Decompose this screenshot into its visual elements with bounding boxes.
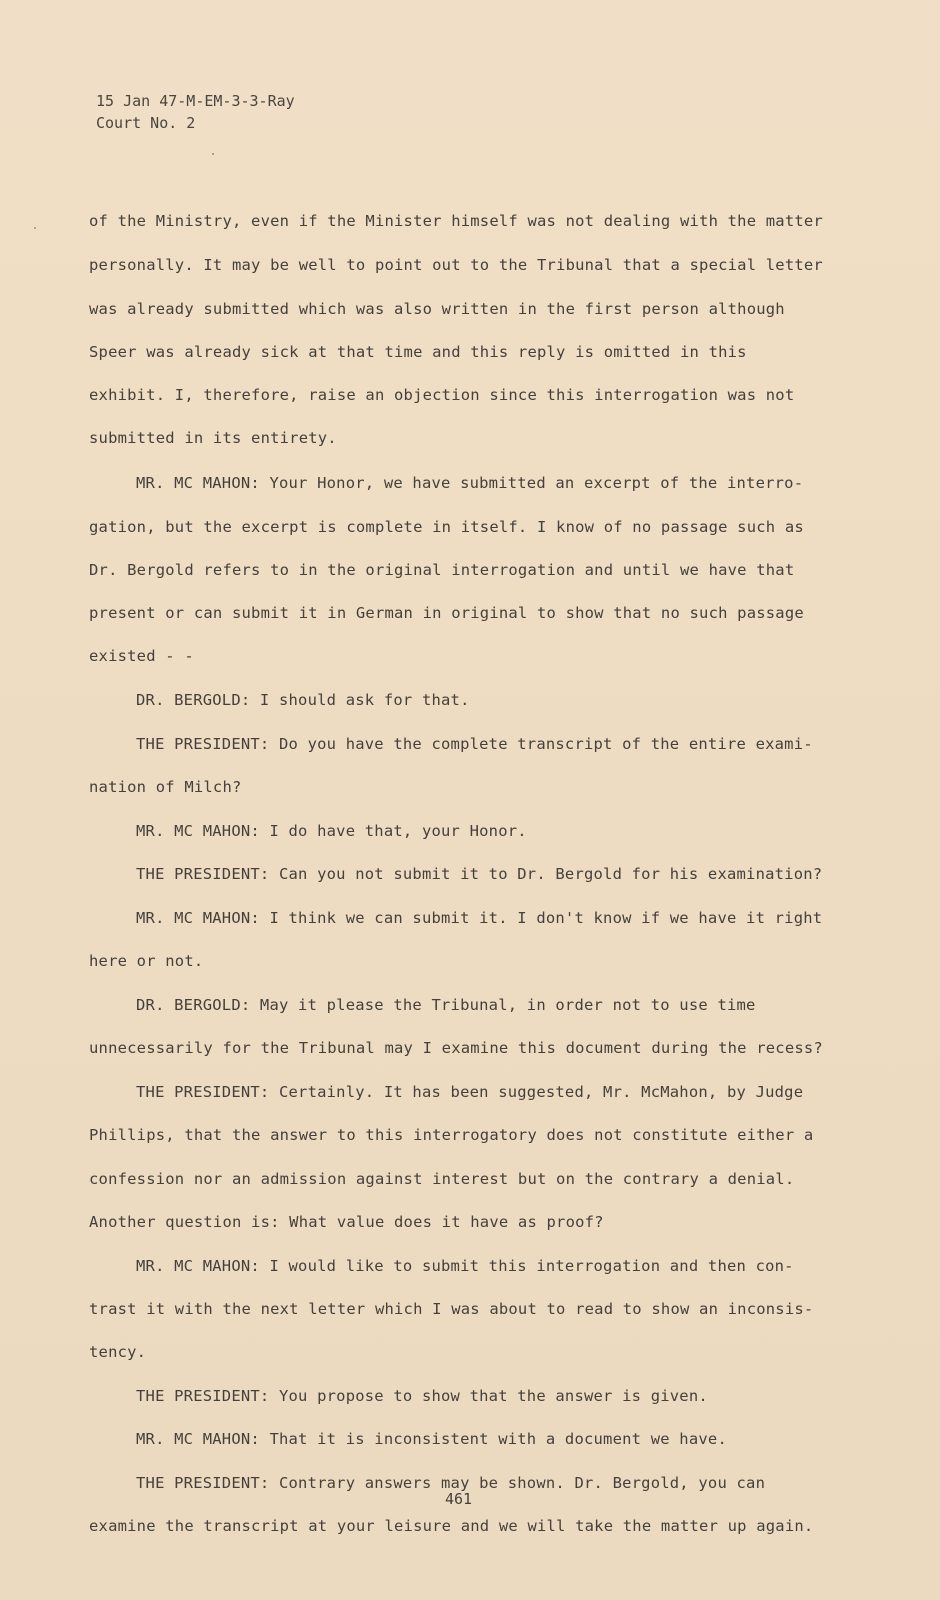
text-line: examine the transcript at your leisure and we will take the matter up again. — [89, 1517, 814, 1535]
text-line: DR. BERGOLD: I should ask for that. — [136, 691, 470, 709]
text-line: exhibit. I, therefore, raise an objection since this interrogation was not — [89, 386, 795, 404]
text-line: Dr. Bergold refers to in the original interrogation and until we have that — [89, 561, 795, 579]
text-line: of the Ministry, even if the Minister himself was not dealing with the matter — [89, 212, 823, 230]
header-reference: 15 Jan 47-M-EM-3-3-Ray — [96, 92, 295, 110]
text-line: present or can submit it in German in original to show that no such passage — [89, 604, 804, 622]
text-line: THE PRESIDENT: Do you have the complete transcript of the entire exami- — [136, 735, 813, 753]
document-header — [96, 90, 295, 134]
text-line: here or not. — [89, 952, 204, 970]
text-line: unnecessarily for the Tribunal may I examine this document during the recess? — [89, 1039, 823, 1057]
text-line: submitted in its entirety. — [89, 429, 337, 447]
page-number: 461 — [445, 1490, 473, 1508]
text-line: MR. MC MAHON: Your Honor, we have submitted an excerpt of the interro- — [136, 474, 804, 492]
text-line: MR. MC MAHON: I think we can submit it. I don't know if we have it right — [136, 909, 823, 927]
text-line: confession nor an admission against interest but on the contrary a denial. — [89, 1170, 795, 1188]
text-line: was already submitted which was also written in the first person although — [89, 300, 785, 318]
text-line: THE PRESIDENT: You propose to show that the answer is given. — [136, 1387, 708, 1405]
paper-speck — [212, 153, 214, 155]
text-line: personally. It may be well to point out to the Tribunal that a special letter — [89, 256, 823, 274]
text-line: existed - - — [89, 647, 194, 665]
text-line: tency. — [89, 1343, 147, 1361]
text-line: Speer was already sick at that time and this reply is omitted in this — [89, 343, 747, 361]
text-line: Phillips, that the answer to this interrogatory does not constitute either a — [89, 1126, 814, 1144]
text-line: MR. MC MAHON: I would like to submit this interrogation and then con- — [136, 1257, 794, 1275]
text-line: THE PRESIDENT: Certainly. It has been suggested, Mr. McMahon, by Judge — [136, 1083, 804, 1101]
paper-speck — [34, 227, 36, 229]
text-line: MR. MC MAHON: That it is inconsistent with a document we have. — [136, 1430, 727, 1448]
text-line: THE PRESIDENT: Contrary answers may be shown. Dr. Bergold, you can — [136, 1474, 766, 1492]
text-line: trast it with the next letter which I was about to read to show an inconsis- — [89, 1300, 814, 1318]
text-line: MR. MC MAHON: I do have that, your Honor. — [136, 822, 527, 840]
header-court: Court No. 2 — [96, 114, 196, 132]
text-line: DR. BERGOLD: May it please the Tribunal, in order not to use time — [136, 996, 756, 1014]
text-line: THE PRESIDENT: Can you not submit it to Dr. Bergold for his examination? — [136, 865, 823, 883]
text-line: Another question is: What value does it have as proof? — [89, 1213, 604, 1231]
text-line: nation of Milch? — [89, 778, 242, 796]
text-line: gation, but the excerpt is complete in itself. I know of no passage such as — [89, 518, 804, 536]
